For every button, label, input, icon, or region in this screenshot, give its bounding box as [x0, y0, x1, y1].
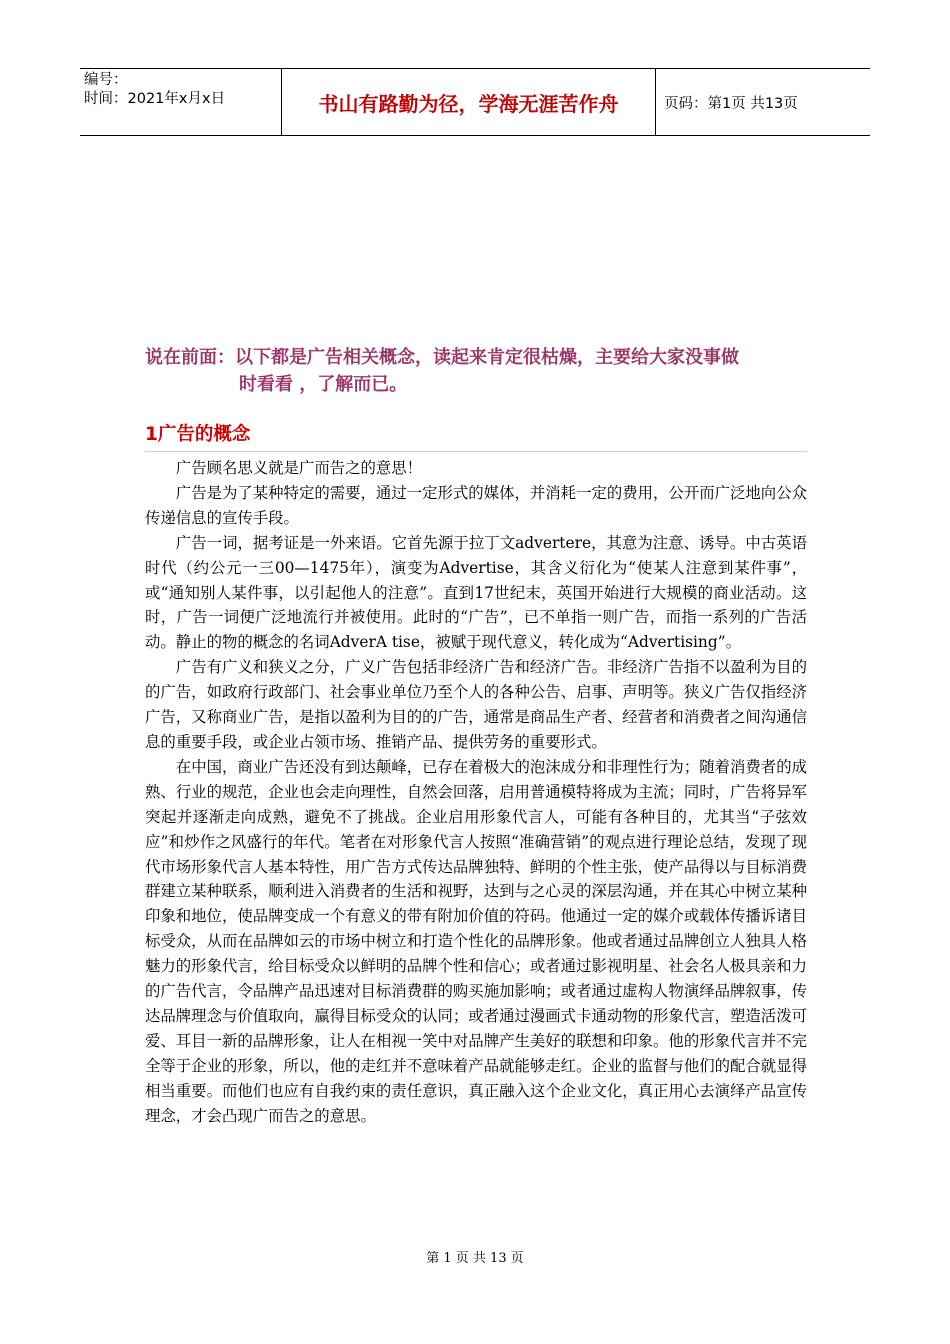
intro-note [145, 344, 825, 398]
paragraph-4: 广告有广义和狭义之分，广义广告包括非经济广告和经济广告。非经济广告指不以盈利为目的的广告，如政府行政部门、社会事业单位乃至个人的各种公告、启事、声明等。狭义广告仅指经济广告，又称商业广告，是指以盈利为目的的广告，通常是商品生产者、经营者和消费者之间沟通信息的重要手段，或企业占领市场、推销产品、提供劳务的重要形式。 [145, 658, 807, 751]
intro-line-2: 时看看 ，了解而已。 [239, 374, 408, 395]
paragraph-5: 在中国，商业广告还没有到达颠峰，已存在着极大的泡沫成分和非理性行为；随着消费者的成熟、行业的规范，企业也会走向理性，自然会回落，启用普通模特将成为主流；同时，广告将异军突起并逐渐走向成熟，避免不了挑战。企业启用形象代言人，可能有各种目的，尤其当“子弦效应”和炒作之风盛行的年代。笔者在对形象代言人按照“准确营销”的观点进行理论总结，发现了现代市场形象代言人基本特性，用广告方式传达品牌独特、鲜明的个性主张，使产品得以与目标消费群建立某种联系，顺利进入消费者的生活和视野，达到与之心灵的深层沟通，并在其心中树立某种印象和地位，使品牌变成一个有意义的带有附加价值的符码。他通过一定的媒介或载体传播诉诸目标受众，从而在品牌如云的市场中树立和打造个性化的品牌形象。他或者通过品牌创立人独具人格魅力的形象代言，给目标受众以鲜明的品牌个性和信心；或者通过影视明星、社会名人极具亲和力的广告代言，令品牌产品迅速对目标消费群的购买施加影响；或者通过虚构人物演绎品牌叙事，传达品牌理念与价值取向，赢得目标受众的认同；或者通过漫画式卡通动物的形象代言，塑造活泼可爱、耳目一新的品牌形象，让人在相视一笑中对品牌产生美好的联想和印象。他的形象代言并不完全等于企业的形象，所以，他的走红并不意味着产品就能够走红。企业的监督与他们的配合就显得相当重要。而他们也应有自我约束的责任意识，真正融入这个企业文化，真正用心去演绎产品宣传理念，才会凸现广而告之的意思。 [145, 757, 807, 1125]
intro-line-1: 说在前面：以下都是广告相关概念，读起来肯定很枯燥，主要给大家没事做 [145, 347, 739, 368]
header-motto: 书山有路勤为径，学海无涯苦作舟 [282, 69, 656, 135]
page-footer: 第 1 页 共 13 页 [426, 1251, 524, 1266]
section-title: 1广告的概念 [145, 424, 251, 445]
header-page-info: 页码：第1页 共13页 [664, 95, 798, 112]
date-label: 时间：2021年x月x日 [84, 91, 226, 107]
paragraph-1: 广告顾名思义就是广而告之的意思！ [175, 459, 423, 477]
paragraph-3: 广告一词，据考证是一外来语。它首先源于拉丁文advertere，其意为注意、诱导。中古英语时代（约公元一三00—1475年），演变为Advertise，其含义衍化为“使某人注意到某件事”，或“通知别人某件事，以引起他人的注意”。直到17世纪末，英国开始进行大规模的商业活动。这时，广告一词便广泛地流行并被使用。此时的“广告”，已不单指一则广告，而指一系列的广告活动。静止的物的概念的名词AdverA tise，被赋于现代意义，转化成为“Advertising”。 [145, 533, 807, 652]
section-divider [145, 451, 807, 452]
page-header [80, 68, 870, 136]
body-text [145, 456, 807, 1128]
paragraph-2: 广告是为了某种特定的需要，通过一定形式的媒体，并消耗一定的费用，公开而广泛地向公众传递信息的宣传手段。 [145, 483, 807, 527]
code-label: 编号： [84, 72, 128, 88]
header-meta [80, 69, 282, 135]
